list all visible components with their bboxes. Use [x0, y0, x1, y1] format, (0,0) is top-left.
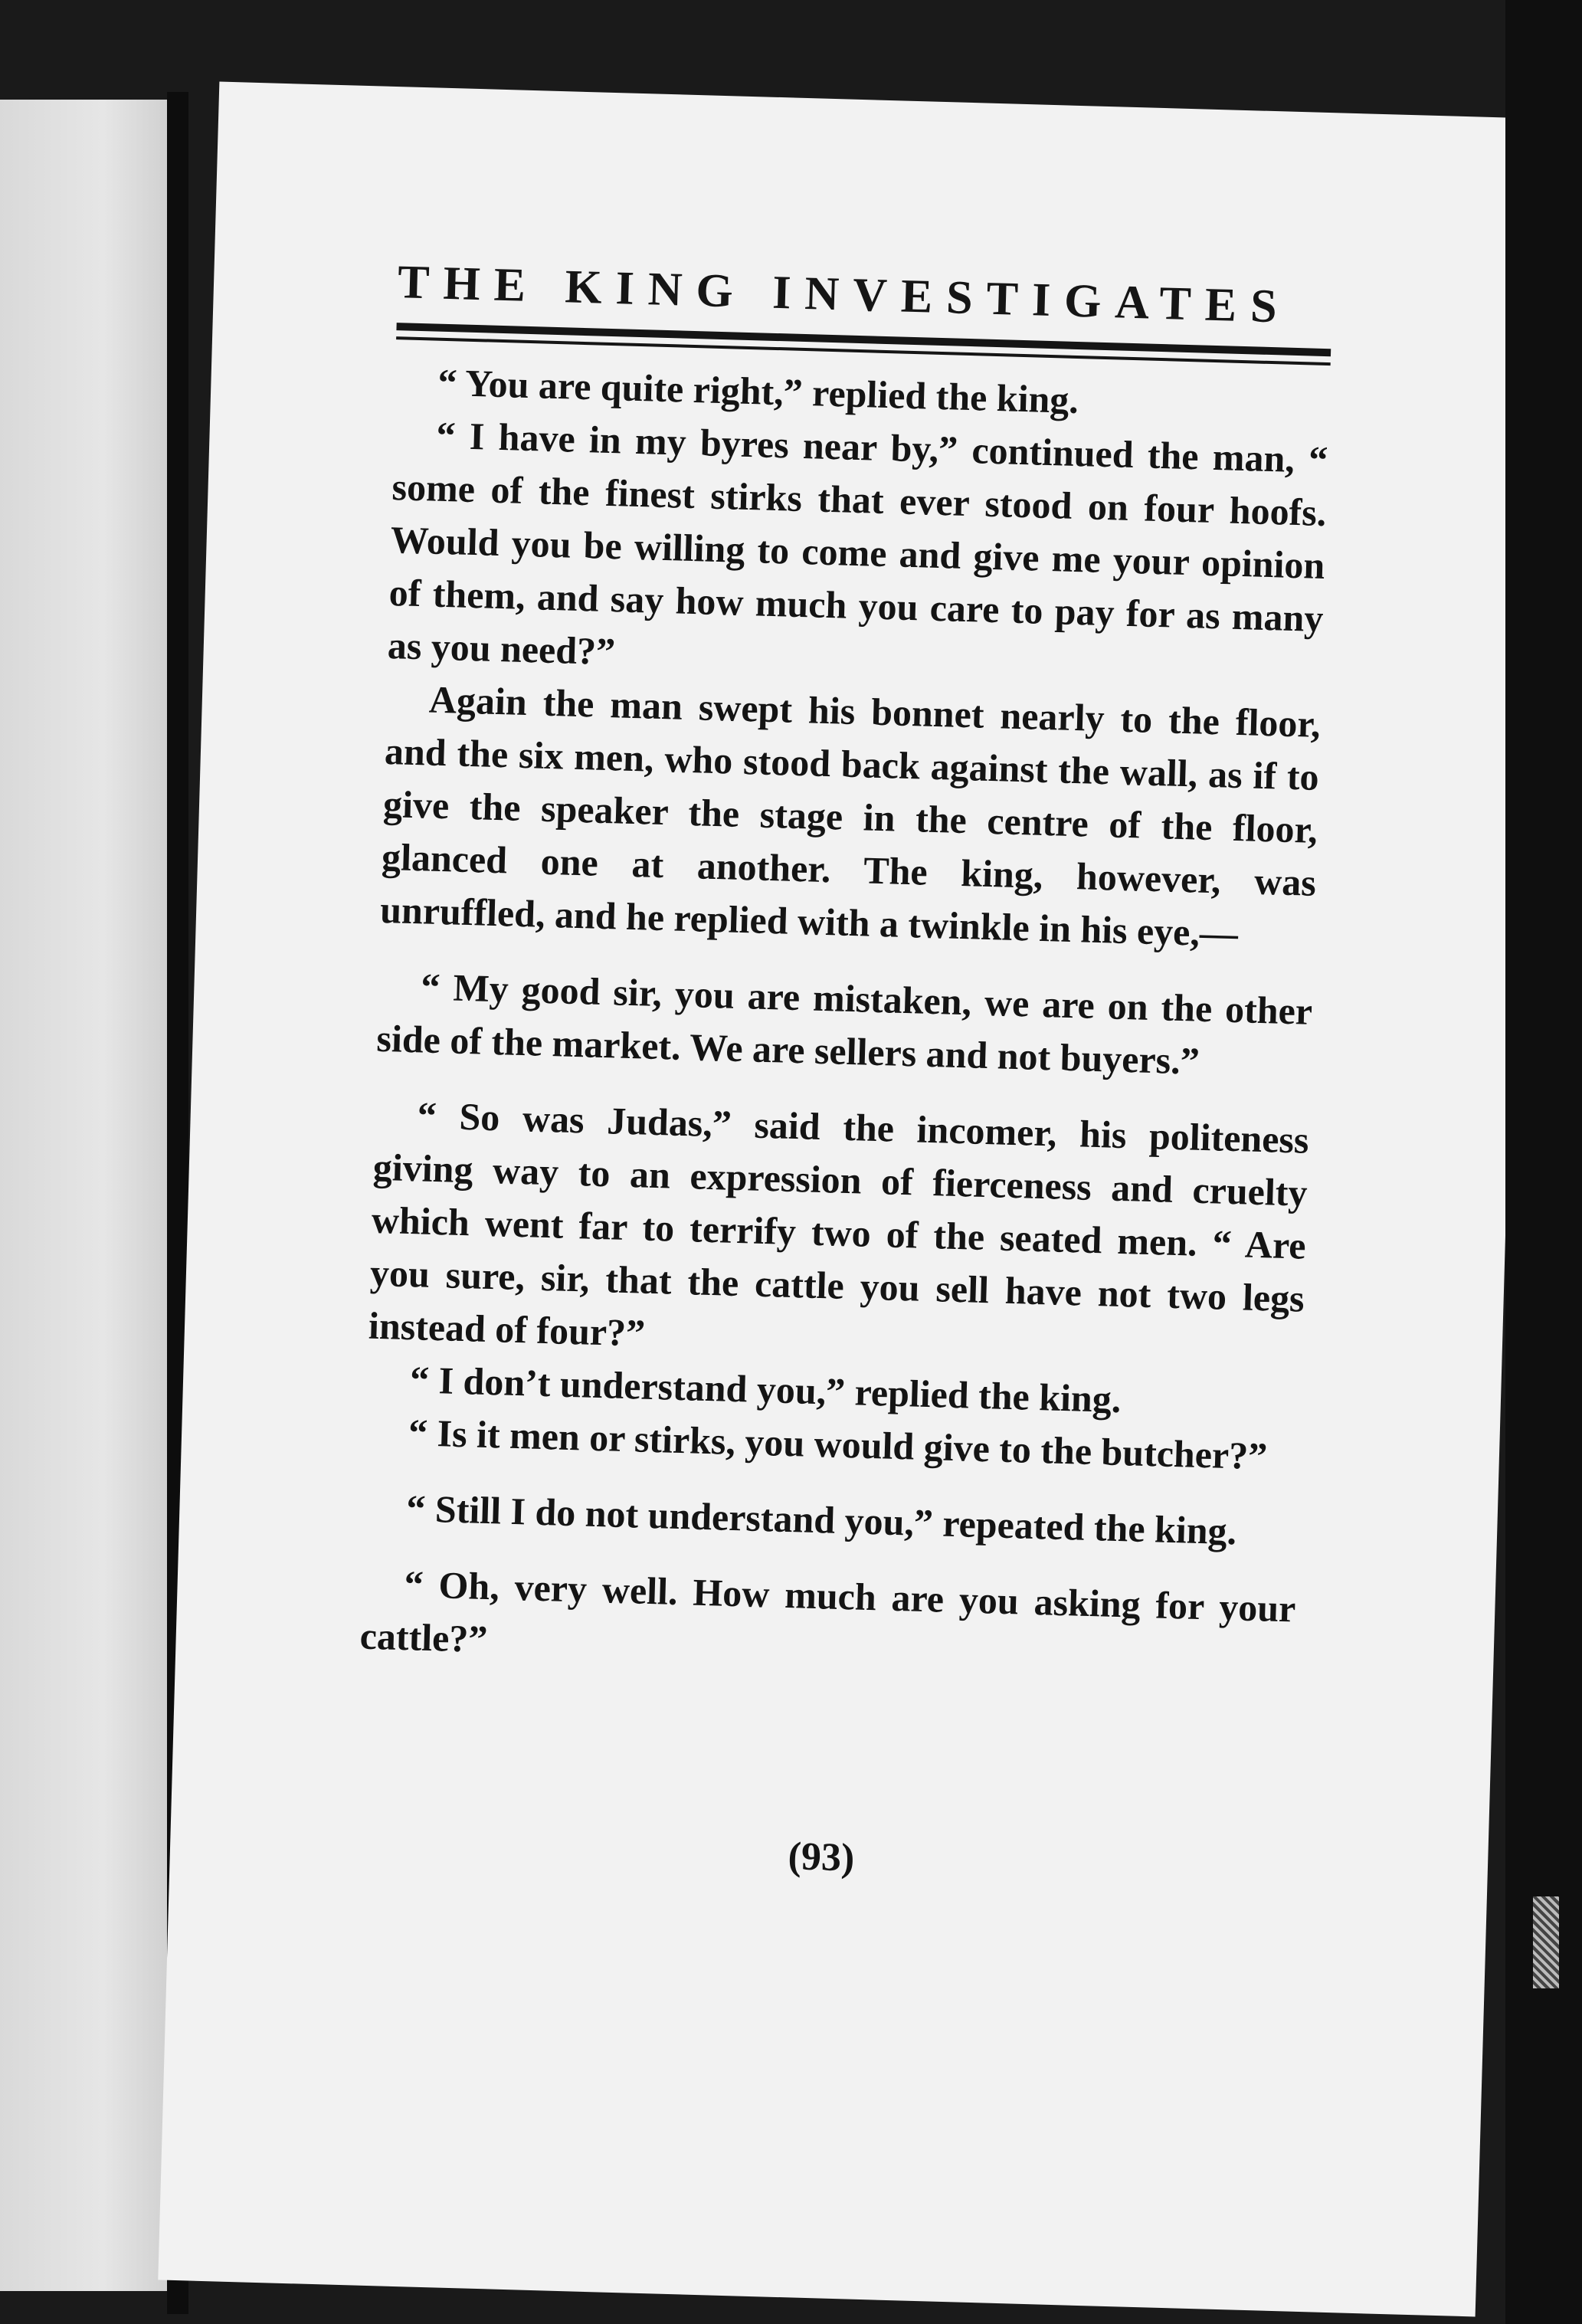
paragraph: “ I don’t understand you,” replied the king. — [409, 1358, 1122, 1421]
paragraph: “ You are quite right,” replied the king. — [437, 360, 1079, 422]
running-header: THE KING INVESTIGATES — [397, 256, 1292, 333]
previous-page-edge — [0, 100, 172, 2291]
paragraph: “ I have in my byres near by,” continued the man, “ some of the finest stirks that ever stood on four hoofs. Would you be willing to come and give me your opinion of them, and say how much you care to pay for as many as you need?” — [387, 413, 1328, 674]
paragraph: Again the man swept his bonnet nearly to the floor, and the six men, who stood back against the wall, as if to give the speaker the stage in the centre of the floor, glanced one at another. The king, however, was unruffled, and he replied with a twinkle in his eye,— — [379, 677, 1322, 955]
clip-icon — [1533, 1896, 1559, 1988]
book-page — [158, 82, 1536, 2317]
page-number: (93) — [787, 1834, 856, 1880]
paragraph: “ Is it men or stirks, you would give to the butcher?” — [408, 1411, 1268, 1478]
page-body — [359, 355, 1330, 1688]
paragraph: “ Still I do not understand you,” repeated the king. — [405, 1487, 1237, 1553]
paragraph: “ Oh, very well. How much are you asking for your cattle?” — [359, 1562, 1297, 1661]
paragraph: “ My good sir, you are mistaken, we are on the other side of the market. We are sellers and not buyers.” — [375, 965, 1313, 1083]
paragraph: “ So was Judas,” said the incomer, his politeness giving way to an expression of fierceness and cruelty which went far to terrify two of the seated men. “ Are you sure, sir, that the cattle you sell have not two legs instead of four?” — [368, 1093, 1310, 1355]
